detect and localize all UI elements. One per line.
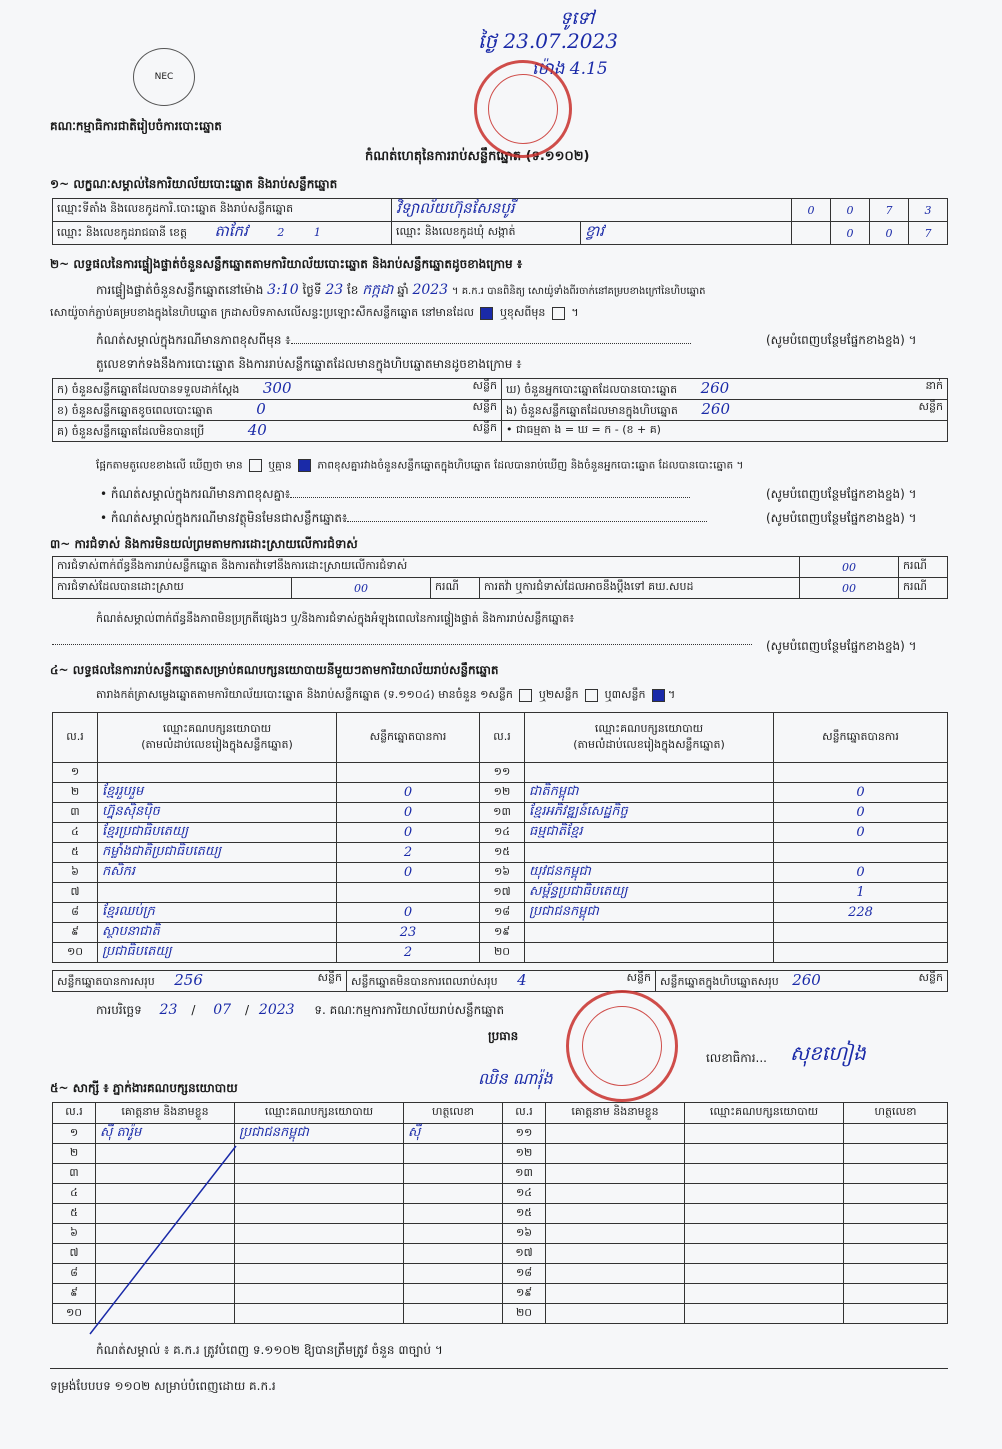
witness-party	[685, 1124, 844, 1144]
commune-label: ឈ្មោះ និងលេខកូដឃុំ សង្កាត់	[392, 222, 581, 245]
footnote: កំណត់សម្គាល់ ៖ គ.ក.រ ត្រូវបំពេញ ទ.១១០២ ឱ្យបានត្រឹមត្រូវ ចំនួន ៣ច្បាប់ ។	[96, 1343, 443, 1357]
total-invalid-value: 4	[517, 971, 527, 989]
witness-party	[235, 1244, 404, 1264]
party-no: ១៧	[480, 883, 525, 903]
checkbox-no-difference[interactable]	[298, 459, 311, 472]
witness-no: ៧	[53, 1244, 96, 1264]
witness-party	[235, 1264, 404, 1284]
difference-note: កំណត់សម្គាល់ក្នុងករណីមានភាពខុសពីមុន ៖	[96, 332, 691, 350]
province-code-digit: 2	[277, 226, 285, 239]
witness-no: ៣	[53, 1164, 96, 1184]
objections-count: 00	[800, 557, 899, 578]
figure-right: ឃ) ចំនួនអ្នកបោះឆ្នោតដែលបានបោះឆ្នោត 260 នាក់	[502, 379, 948, 400]
witness-sign	[844, 1204, 948, 1224]
verify-day: 23	[325, 282, 344, 298]
figure-right: ង) ចំនួនសន្លឹកឆ្នោតដែលមានក្នុងហិបឆ្នោត 260 សន្លឹក	[502, 400, 948, 421]
witness-sign	[404, 1144, 503, 1164]
section1-table	[52, 198, 948, 245]
witness-party	[685, 1204, 844, 1224]
figures-table	[52, 378, 948, 442]
appeal-count: 00	[800, 578, 899, 599]
party-no: ១១	[480, 763, 525, 783]
ballots-spoiled: 0	[256, 400, 266, 418]
verify-month: កក្កដា	[362, 282, 394, 298]
party-name	[525, 843, 774, 863]
ballots-in-box: 260	[701, 400, 731, 418]
witness-no: ៦	[53, 1224, 96, 1244]
party-no: ៤	[53, 823, 98, 843]
witness-no: ៥	[53, 1204, 96, 1224]
party-name: កម្លាំងជាតិប្រជាធិបតេយ្យ	[98, 843, 337, 863]
witness-name	[546, 1244, 685, 1264]
witness-no: ៤	[53, 1184, 96, 1204]
witness-no: ១៦	[503, 1224, 546, 1244]
table-row	[53, 823, 948, 843]
col-party: ឈ្មោះគណបក្សនយោបាយ (តាមលំដាប់លេខរៀងក្នុងសន្លឹកឆ្នោត)	[98, 713, 337, 763]
party-votes	[337, 883, 480, 903]
party-votes: 0	[337, 803, 480, 823]
party-no: ៩	[53, 923, 98, 943]
witness-no: ១៥	[503, 1204, 546, 1224]
witness-party	[685, 1284, 844, 1304]
party-votes: 228	[774, 903, 948, 923]
figure-left: ក) ចំនួនសន្លឹកឆ្នោតដែលបានទទួលដាក់ស្ដែង 300 សន្លឹក	[53, 379, 502, 400]
witness-party	[685, 1264, 844, 1284]
table-row	[53, 863, 948, 883]
party-no: ១៤	[480, 823, 525, 843]
party-no: ៨	[53, 903, 98, 923]
party-votes: 0	[774, 863, 948, 883]
table-row	[53, 763, 948, 783]
party-votes: 2	[337, 843, 480, 863]
station-code-digit: 0	[792, 199, 831, 222]
party-votes	[774, 843, 948, 863]
witness-no: ៨	[53, 1264, 96, 1284]
col-party: ឈ្មោះគណបក្សនយោបាយ	[235, 1103, 404, 1124]
table-row	[53, 883, 948, 903]
station-label: ឈ្មោះទីតាំង និងលេខកូដការិ.បោះឆ្នោត និងរាប់សន្លឹកឆ្នោត	[53, 199, 392, 222]
checkbox-different[interactable]	[552, 307, 565, 320]
col-no: ល.រ	[53, 1103, 96, 1124]
totals-table	[52, 970, 948, 992]
party-name	[98, 883, 337, 903]
witness-name	[546, 1144, 685, 1164]
table-row	[53, 943, 948, 963]
province-code-digit: 1	[313, 226, 321, 239]
witness-party	[685, 1244, 844, 1264]
table-row	[53, 803, 948, 823]
appeal-label: ការតវ៉ា ឬការជំទាស់ដែលអាចនឹងប្ដឹងទៅ គឃ.សបដ	[480, 578, 800, 599]
witness-no: ១៤	[503, 1184, 546, 1204]
official-stamp-bottom	[566, 990, 678, 1102]
resolved-label: ការជំទាស់ដែលបានដោះស្រាយ	[53, 578, 292, 599]
date-month: 07	[213, 1002, 232, 1018]
secretary-signature: សុខហៀង	[790, 1041, 866, 1065]
commune-code-digit: 0	[831, 222, 870, 245]
witness-sign	[404, 1224, 503, 1244]
party-name: ជាតិកម្ពុជា	[525, 783, 774, 803]
objections-unit: ករណី	[899, 557, 948, 578]
witness-party	[235, 1304, 404, 1324]
witness-sign	[844, 1184, 948, 1204]
bullet-difference-hint: (សូមបំពេញបន្ថែមផ្នែកខាងខ្នង) ។	[766, 487, 917, 501]
witness-no: ១០	[53, 1304, 96, 1324]
col-sign: ហត្ថលេខា	[844, 1103, 948, 1124]
station-code-digit: 0	[831, 199, 870, 222]
witness-no: ២	[53, 1144, 96, 1164]
party-name	[525, 943, 774, 963]
station-code-digit: 7	[870, 199, 909, 222]
col-votes: សន្លឹកឆ្នោតបានការ	[337, 713, 480, 763]
witness-sign	[844, 1264, 948, 1284]
table-row	[53, 783, 948, 803]
witness-sign	[844, 1244, 948, 1264]
nec-logo: NEC	[133, 48, 195, 106]
ballots-received: 300	[262, 379, 292, 397]
witness-name	[546, 1264, 685, 1284]
verify-time: 3:10	[267, 282, 299, 298]
total-valid-value: 256	[174, 971, 203, 989]
col-no: ល.រ	[480, 713, 525, 763]
date-year: 2023	[258, 1002, 295, 1018]
party-votes: 0	[337, 903, 480, 923]
party-votes: 2	[337, 943, 480, 963]
party-name	[525, 923, 774, 943]
witness-name	[546, 1304, 685, 1324]
checkbox-intact[interactable]	[480, 307, 493, 320]
party-votes: 0	[337, 863, 480, 883]
party-no: ១៨	[480, 903, 525, 923]
voters-voted: 260	[700, 379, 730, 397]
party-votes: 0	[774, 823, 948, 843]
witness-party	[685, 1164, 844, 1184]
tally-sheet-count: តារាងកត់ត្រាសម្លេងឆ្នោតតាមការិយាល័យបោះឆ្នោត និងរាប់សន្លឹកឆ្នោត (ទ.១១០៤) មានចំនួន ១សន្លឹក ឬ២សន្លឹក ឬ៣សន្លឹក ។	[96, 688, 676, 701]
chair-label: ប្រធាន	[488, 1029, 519, 1043]
total-valid: សន្លឹកឆ្នោតបានការសរុប 256 សន្លឹក	[53, 971, 347, 992]
org-name: គណៈកម្មាធិការជាតិរៀបចំការបោះឆ្នោត	[50, 119, 222, 133]
figures-row	[53, 421, 948, 442]
party-no: ១៦	[480, 863, 525, 883]
section3-title: ៣~ ការជំទាស់ និងការមិនយល់ព្រមតាមការដោះស្រាយលើការជំទាស់	[50, 537, 358, 551]
witness-party	[235, 1224, 404, 1244]
party-votes: 1	[774, 883, 948, 903]
witness-sign	[404, 1204, 503, 1224]
total-in-box: សន្លឹកឆ្នោតក្នុងហិបឆ្នោតសរុប 260 សន្លឹក	[656, 971, 948, 992]
witness-party	[235, 1204, 404, 1224]
party-no: ១៥	[480, 843, 525, 863]
party-votes	[774, 943, 948, 963]
witness-sign	[844, 1304, 948, 1324]
party-votes: 0	[337, 783, 480, 803]
witness-name	[546, 1184, 685, 1204]
party-votes	[774, 763, 948, 783]
witness-sign	[844, 1284, 948, 1304]
party-votes	[774, 923, 948, 943]
party-no: ៣	[53, 803, 98, 823]
party-no: ១៩	[480, 923, 525, 943]
party-no: ១	[53, 763, 98, 783]
party-no: ២០	[480, 943, 525, 963]
party-name: ខ្មែរអភិវឌ្ឍន៍សេដ្ឋកិច្ច	[525, 803, 774, 823]
witness-name	[546, 1164, 685, 1184]
witness-sign	[844, 1164, 948, 1184]
section5-title: ៥~ សាក្សី ៖ ភ្នាក់ងារគណបក្សនយោបាយ	[50, 1081, 238, 1095]
col-sign: ហត្ថលេខា	[404, 1103, 503, 1124]
witness-no: ១៩	[503, 1284, 546, 1304]
discrepancy-line: ផ្អែកតាមតួលេខខាងលើ ឃើញថា មាន ឬគ្មាន ភាពខុសគ្នារវាងចំនួនសន្លឹកឆ្នោតក្នុងហិបឆ្នោត ដែលបានរាប់ឃើញ និងចំនួនអ្នកបោះឆ្នោត ដែលបានបោះឆ្នោត ។	[96, 459, 744, 472]
section2-title: ២~ លទ្ធផលនៃការផ្ទៀងផ្ទាត់ចំនួនសន្លឹកឆ្នោតតាមការិយាល័យបោះឆ្នោត និងរាប់សន្លឹកឆ្នោតដូចខាងក្រោម ៖	[50, 257, 523, 271]
party-name: ហ្វ៊ុនស៊ិនប៉ិច	[98, 803, 337, 823]
footer-rule	[50, 1368, 948, 1369]
witness-name	[546, 1124, 685, 1144]
witness-party	[685, 1144, 844, 1164]
party-name	[525, 763, 774, 783]
party-name: ធម្មជាតិខ្មែរ	[525, 823, 774, 843]
witness-party	[235, 1164, 404, 1184]
official-stamp-top	[474, 60, 572, 158]
party-name	[98, 763, 337, 783]
table-row	[53, 923, 948, 943]
party-no: ១៣	[480, 803, 525, 823]
resolved-unit: ករណី	[431, 578, 480, 599]
party-name: យុវជនកម្ពុជា	[525, 863, 774, 883]
party-name: កសិករ	[98, 863, 337, 883]
footer-text: ទម្រង់បែបបទ ១១០២ សម្រាប់បំពេញដោយ គ.ក.រ	[50, 1379, 276, 1393]
section1-title: ១~ លក្ខណៈសម្គាល់នៃការិយាល័យបោះឆ្នោត និងរាប់សន្លឹកឆ្នោត	[50, 177, 338, 191]
date-day: 23	[159, 1002, 178, 1018]
witness-no: ២០	[503, 1304, 546, 1324]
verify-year: 2023	[412, 282, 449, 298]
witness-sign	[844, 1124, 948, 1144]
witness-name	[546, 1284, 685, 1304]
party-no: ១២	[480, 783, 525, 803]
witness-sign	[404, 1284, 503, 1304]
col-votes: សន្លឹកឆ្នោតបានការ	[774, 713, 948, 763]
table-row	[53, 843, 948, 863]
figures-row	[53, 400, 948, 421]
objection-note-hint: (សូមបំពេញបន្ថែមផ្នែកខាងខ្នង) ។	[766, 639, 917, 653]
witness-party	[685, 1304, 844, 1324]
party-no: ៥	[53, 843, 98, 863]
page-title: កំណត់ហេតុនៃការរាប់សន្លឹកឆ្នោត (ទ.១១០២)	[365, 149, 590, 164]
checkbox-three-sheets[interactable]	[652, 689, 665, 702]
objections-row: ការជំទាស់ពាក់ព័ន្ធនឹងការរាប់សន្លឹកឆ្នោត និងការតវ៉ាទៅនឹងការដោះស្រាយលើការជំទាស់	[53, 557, 800, 578]
witness-sign	[404, 1304, 503, 1324]
empty-cell	[792, 222, 831, 245]
strike-line	[86, 1140, 246, 1340]
party-no: ៧	[53, 883, 98, 903]
secretary-line: លេខាធិការ...	[706, 1051, 767, 1065]
witness-party	[685, 1184, 844, 1204]
checkbox-two-sheets[interactable]	[585, 689, 598, 702]
hw-date: ថ្ងៃ 23.07.2023	[478, 29, 618, 53]
province-value: តាកែវ	[214, 222, 248, 240]
figures-intro: តួលេខទាក់ទងនឹងការបោះឆ្នោត និងការរាប់សន្លឹកឆ្នោតដែលមានក្នុងហិបឆ្នោតមានដូចខាងក្រោម ៖	[96, 357, 522, 371]
witness-no: ១៧	[503, 1244, 546, 1264]
party-name: ខ្មែរឈប់ក្រ	[98, 903, 337, 923]
party-votes: 0	[774, 783, 948, 803]
bullet-difference: • កំណត់សម្គាល់ក្នុងករណីមានភាពខុសគ្នា៖	[100, 486, 690, 504]
difference-note-hint: (សូមបំពេញបន្ថែមផ្នែកខាងខ្នង) ។	[766, 333, 917, 347]
hw-time: ម៉ោង 4.15	[532, 59, 608, 79]
witness-no: ១២	[503, 1144, 546, 1164]
party-no: ១០	[53, 943, 98, 963]
witness-sign	[404, 1264, 503, 1284]
witness-name: ស៊ី តារ៉ូម	[96, 1124, 235, 1144]
ballots-unused: 40	[247, 421, 267, 439]
party-name: សម្ព័ន្ធប្រជាធិបតេយ្យ	[525, 883, 774, 903]
party-votes: 23	[337, 923, 480, 943]
figures-row	[53, 379, 948, 400]
witness-party	[235, 1284, 404, 1304]
witness-sign	[404, 1164, 503, 1184]
col-party: ឈ្មោះគណបក្សនយោបាយ	[685, 1103, 844, 1124]
appeal-unit: ករណី	[899, 578, 948, 599]
station-value: វិទ្យាល័យហ៊ុនសែនបូរី	[392, 199, 792, 222]
figure-left: គ) ចំនួនសន្លឹកឆ្នោតដែលមិនបានប្រើ 40 សន្លឹក	[53, 421, 502, 442]
party-no: ២	[53, 783, 98, 803]
date-line: ការបរិច្ឆេទ 23 / 07 / 2023 ទ. គណៈកម្មការការិយាល័យរាប់សន្លឹកឆ្នោត	[96, 1002, 505, 1018]
province-label: ឈ្មោះ និងលេខកូដរាជធានី ខេត្ត តាកែវ 2 1	[53, 222, 392, 245]
table-row	[53, 903, 948, 923]
bullet-non-ballot-hint: (សូមបំពេញបន្ថែមផ្នែកខាងខ្នង) ។	[766, 511, 917, 525]
witness-sign: ស៊ី	[404, 1124, 503, 1144]
witness-no: ១៨	[503, 1264, 546, 1284]
hw-received: ទូទៅ	[560, 8, 595, 29]
col-party: ឈ្មោះគណបក្សនយោបាយ (តាមលំដាប់លេខរៀងក្នុងសន្លឹកឆ្នោត)	[525, 713, 774, 763]
station-code-digit: 3	[909, 199, 948, 222]
witness-sign	[844, 1144, 948, 1164]
witness-party	[685, 1224, 844, 1244]
witness-sign	[844, 1224, 948, 1244]
party-votes: 0	[337, 823, 480, 843]
commune-code-digit: 0	[870, 222, 909, 245]
checkbox-has-difference[interactable]	[249, 459, 262, 472]
resolved-count: 00	[292, 578, 431, 599]
figure-left: ខ) ចំនួនសន្លឹកឆ្នោតខូចពេលបោះឆ្នោត 0 សន្លឹក	[53, 400, 502, 421]
party-name: ស្ថាបនាជាតិ	[98, 923, 337, 943]
bullet-non-ballot: • កំណត់សម្គាល់ក្នុងករណីមានវត្ថុមិនមែនជាសន្លឹកឆ្នោត៖	[100, 510, 707, 528]
col-no: ល.រ	[53, 713, 98, 763]
dotted-line	[52, 644, 752, 645]
witness-name	[546, 1224, 685, 1244]
chair-signature: ឈិន ណារ៉ុង	[478, 1069, 553, 1088]
witness-no: ១៣	[503, 1164, 546, 1184]
col-name: គោត្តនាម និងនាមខ្លួន	[96, 1103, 235, 1124]
party-name: ខ្មែរប្រជាធិបតេយ្យ	[98, 823, 337, 843]
results-body	[53, 763, 948, 963]
total-invalid: សន្លឹកឆ្នោតមិនបានការពេលរាប់សរុប 4 សន្លឹក	[347, 971, 656, 992]
party-votes: 0	[774, 803, 948, 823]
objections-table	[52, 556, 948, 599]
checkbox-one-sheet[interactable]	[519, 689, 532, 702]
witness-no: ១	[53, 1124, 96, 1144]
witness-no: ៩	[53, 1284, 96, 1304]
witness-sign	[404, 1184, 503, 1204]
witness-party	[235, 1144, 404, 1164]
verification-line: ការផ្ទៀងផ្ទាត់ចំនួនសន្លឹកឆ្នោតនៅម៉ោង 3:10 ថ្ងៃទី 23 ខែ កក្កដា ឆ្នាំ 2023 ។ គ.ក.រ បានពិនិត្យ សោយ៉ូទាំងពីរចាក់នៅគម្របខាងក្រៅនៃហិបឆ្នោត	[96, 282, 706, 298]
witness-name	[546, 1204, 685, 1224]
witness-sign	[404, 1244, 503, 1264]
party-name: ខ្មែររួបរួម	[98, 783, 337, 803]
col-name: គោត្តនាម និងនាមខ្លួន	[546, 1103, 685, 1124]
party-votes	[337, 763, 480, 783]
party-name: ប្រជាធិបតេយ្យ	[98, 943, 337, 963]
section4-title: ៤~ លទ្ធផលនៃការរាប់សន្លឹកឆ្នោតសម្រាប់គណបក្សនយោបាយនីមួយៗតាមការិយាល័យរាប់សន្លឹកឆ្នោត	[50, 663, 499, 677]
total-in-box-value: 260	[792, 971, 821, 989]
party-no: ៦	[53, 863, 98, 883]
col-no: ល.រ	[503, 1103, 546, 1124]
results-table	[52, 712, 948, 963]
seal-line: សោយ៉ូចាក់ភ្ជាប់គម្របខាងក្នុងនៃហិបឆ្នោត ក្រដាសបិទភាសលើសន្ទះប្រឡោះសឹកសន្លឹកឆ្នោត នៅមានដែល ឬខុសពីមុន ។	[50, 306, 579, 319]
party-name: ប្រជាជនកម្ពុជា	[525, 903, 774, 923]
commune-value: ខ្វាវ	[581, 222, 792, 245]
witness-party	[235, 1184, 404, 1204]
formula-cell: • ជាធម្មតា ង = ឃ = ក - (ខ + គ)	[502, 421, 948, 442]
witness-party: ប្រជាជនកម្ពុជា	[235, 1124, 404, 1144]
witness-no: ១១	[503, 1124, 546, 1144]
objection-note: កំណត់សម្គាល់ពាក់ព័ន្ធនឹងភាពមិនប្រក្រតីផ្សេងៗ ឬ/និងការជំទាស់ក្នុងអំឡុងពេលនៃការផ្ទៀងផ្ទាត់ និងការរាប់សន្លឹកឆ្នោត៖	[96, 612, 575, 625]
commune-code-digit: 7	[909, 222, 948, 245]
